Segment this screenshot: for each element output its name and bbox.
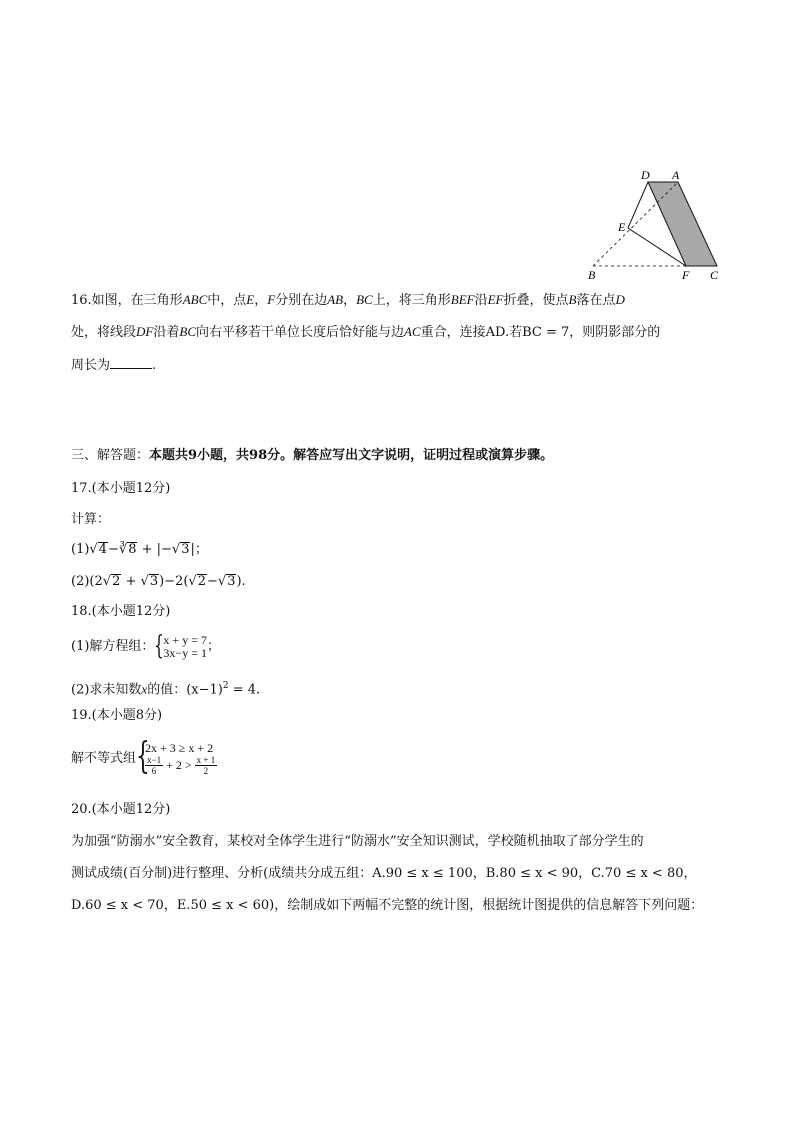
q17-part-1: (1)√4−∛8 + |−√3|； xyxy=(71,542,208,557)
q18-part-1: (1)解方程组： { x + y = 7 3x−y = 1 ； xyxy=(71,631,220,661)
q20-line-1: 为加强“防溺水”安全教育，某校对全体学生进行“防溺水”安全知识测试，学校随机抽取了部分学生的 xyxy=(71,834,644,849)
q18-header: 18.(本小题12分) xyxy=(71,604,171,619)
q18-part-2: (2)求未知数x的值：$(x-1)^2 = 4$. xyxy=(71,681,261,698)
equation-system: { x + y = 7 3x−y = 1 xyxy=(154,631,207,661)
q17-instruction: 计算： xyxy=(71,512,111,527)
label-a: A xyxy=(672,168,680,182)
answer-blank[interactable] xyxy=(110,356,152,369)
section-3-header: 三、解答题：本题共9小题，共98分。解答应写出文字说明，证明过程或演算步骤。 xyxy=(71,448,554,463)
label-c: C xyxy=(710,268,719,282)
q20-line-3: D.60 ≤ x < 70，E.50 ≤ x < 60)，绘制成如下两幅不完整的统计图，根据统计图提供的信息解答下列问题： xyxy=(71,898,704,913)
inequality-system: { 2x + 3 ≥ x + 2 $\frac{x-1}{6}$ + 2 > $\frac{x + 1}{2}$ xyxy=(136,735,216,777)
q20-line-2: 测试成绩(百分制)进行整理、分析(成绩共分成五组：A.90 ≤ x ≤ 100，B.80 ≤ x < 90，C.70 ≤ x < 80， xyxy=(71,866,697,881)
label-d: D xyxy=(641,168,650,182)
q19-header: 19.(本小题8分) xyxy=(71,708,163,723)
q20-header: 20.(本小题12分) xyxy=(71,802,171,817)
q17-header: 17.(本小题12分) xyxy=(71,481,171,496)
q19-inequality: 解不等式组 { 2x + 3 ≥ x + 2 $\frac{x-1}{6}$ + 2 > $\frac{x + 1}{2}$ xyxy=(71,735,216,777)
label-e: E xyxy=(618,220,626,234)
label-b: B xyxy=(588,268,596,282)
q16-line-2: 处，将线段DF沿着BC向右平移若干单位长度后恰好能与边AC重合，连接AD.若BC = 7，则阴影部分的 xyxy=(71,324,661,340)
line-ed xyxy=(628,182,648,228)
q16-line-1: 16.如图，在三角形ABC中，点E，F分别在边AB，BC上，将三角形BEF沿EF折叠，使点B落在点D xyxy=(71,292,625,308)
q16-line-3: 周长为 . xyxy=(71,358,157,373)
q17-part-2: (2)(2√2 + √3)−2(√2−√3). xyxy=(71,574,246,589)
label-f: F xyxy=(682,268,690,282)
shaded-parallelogram xyxy=(648,182,717,266)
geometry-figure xyxy=(585,165,725,285)
